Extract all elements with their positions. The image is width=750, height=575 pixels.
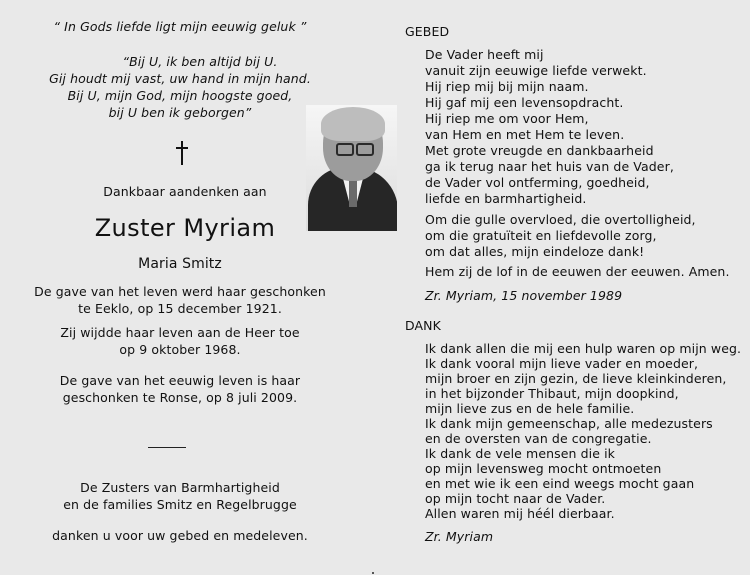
gebed-line: De Vader heeft mij [425,47,544,62]
birth-line: De gave van het leven werd haar geschonken [34,284,326,299]
dank-line: mijn broer en zijn gezin, de lieve kleinkinderen, [425,371,727,386]
poem-line: Gij houdt mij vast, uw hand in mijn hand. [49,71,311,86]
poem-line: Bij U, mijn God, mijn hoogste goed, [67,88,293,103]
dank-title: DANK [405,318,441,333]
dank-line: mijn lieve zus en de hele familie. [425,401,635,416]
divider-line [148,447,186,448]
signature: Zr. Myriam [425,529,494,544]
families-line: en de families Smitz en Regelbrugge [63,497,297,512]
signature-dated: Zr. Myriam, 15 november 1989 [425,288,623,303]
vows-line: Zij wijdde haar leven aan de Heer toe [60,325,300,340]
dank-line: en met wie ik een eind weegs mocht gaan [425,476,695,491]
dank-line: Ik dank vooral mijn lieve vader en moeder, [425,356,699,371]
gebed-line: liefde en barmhartigheid. [425,191,587,206]
gebed-line: om die gratuïteit en liefdevolle zorg, [425,228,657,243]
death-line: geschonken te Ronse, op 8 juli 2009. [62,390,298,405]
amen-line: Hem zij de lof in de eeuwen der eeuwen. Amen. [425,264,730,279]
dankbaar-heading: Dankbaar aandenken aan [103,184,267,199]
thanks-line: danken u voor uw gebed en medeleven. [52,528,308,543]
deceased-name: Zuster Myriam [94,214,276,242]
gebed-line: van Hem en met Hem te leven. [425,127,625,142]
cross-icon [175,141,189,165]
poem-line: bij U ben ik geborgen” [108,105,252,120]
civil-name: Maria Smitz [138,256,222,272]
dank-line: in het bijzonder Thibaut, mijn doopkind, [425,386,679,401]
gebed-title: GEBED [405,24,450,39]
portrait-photo [306,105,397,231]
dank-line: en de oversten van de congregatie. [425,431,652,446]
dank-line: Ik dank allen die mij een hulp waren op mijn weg. [425,341,742,356]
gebed-line: Met grote vreugde en dankbaarheid [425,143,654,158]
opening-quote: “ In Gods liefde ligt mijn eeuwig geluk ” [53,19,307,34]
gebed-line: de Vader vol ontferming, goedheid, [425,175,650,190]
poem-line: “Bij U, ik ben altijd bij U. [122,54,278,69]
gebed-line: om dat alles, mijn eindeloze dank! [425,244,645,259]
dank-line: op mijn levensweg mocht ontmoeten [425,461,662,476]
page-mark [372,572,374,574]
gebed-line: ga ik terug naar het huis van de Vader, [425,159,674,174]
birth-line: te Eeklo, op 15 december 1921. [78,301,282,316]
families-line: De Zusters van Barmhartigheid [80,480,280,495]
dank-line: Ik dank mijn gemeenschap, alle medezusters [425,416,713,431]
vows-line: op 9 oktober 1968. [119,342,241,357]
gebed-line: Om die gulle overvloed, die overtolligheid, [425,212,696,227]
dank-line: Allen waren mij héél dierbaar. [425,506,615,521]
gebed-line: Hij riep me om voor Hem, [425,111,589,126]
gebed-line: vanuit zijn eeuwige liefde verwekt. [425,63,647,78]
gebed-line: Hij gaf mij een levensopdracht. [425,95,624,110]
dank-line: Ik dank de vele mensen die ik [425,446,616,461]
death-line: De gave van het eeuwig leven is haar [59,373,301,388]
gebed-line: Hij riep mij bij mijn naam. [425,79,589,94]
dank-line: op mijn tocht naar de Vader. [425,491,606,506]
